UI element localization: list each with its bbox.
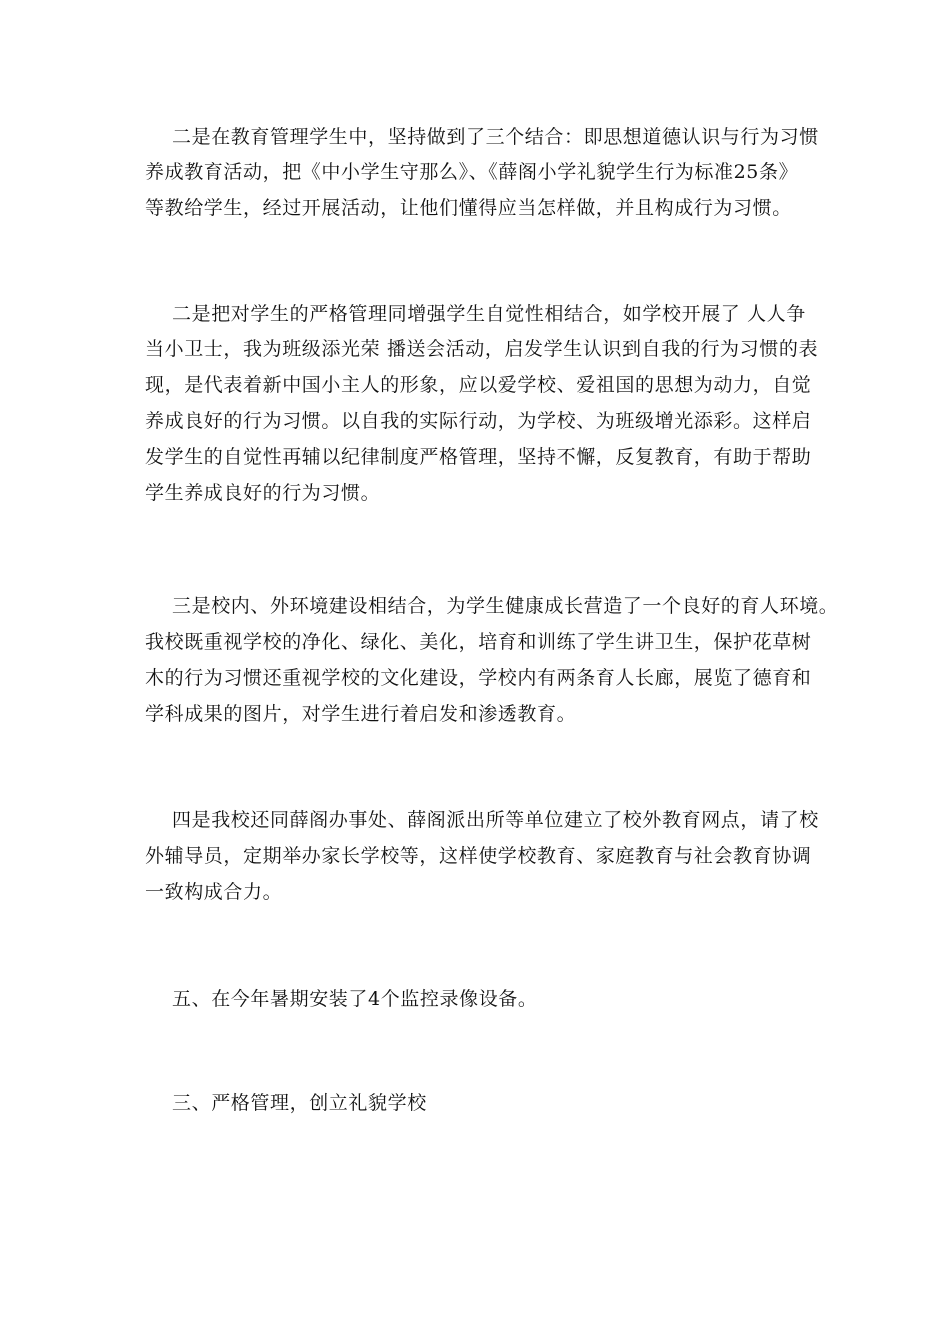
paragraph-line: 等教给学生，经过开展活动，让他们懂得应当怎样做，并且构成行为习惯。 bbox=[145, 197, 792, 219]
paragraph-line: 学科成果的图片，对学生进行着启发和渗透教育。 bbox=[145, 703, 577, 725]
paragraph-line: 三是校内、外环境建设相结合，为学生健康成长营造了一个良好的育人环境。 bbox=[172, 595, 839, 617]
paragraph-line: 养成教育活动，把《中小学生守那么》、《薛阁小学礼貌学生行为标准25条》 bbox=[145, 161, 799, 183]
paragraph-line: 二是在教育管理学生中，坚持做到了三个结合：即思想道德认识与行为习惯 bbox=[172, 126, 819, 148]
paragraph-line: 外辅导员，定期举办家长学校等，这样使学校教育、家庭教育与社会教育协调 bbox=[145, 845, 812, 867]
paragraph-line: 养成良好的行为习惯。以自我的实际行动，为学校、为班级增光添彩。这样启 bbox=[145, 410, 812, 432]
paragraph-line: 二是把对学生的严格管理同增强学生自觉性相结合，如学校开展了 人人争 bbox=[172, 303, 806, 325]
paragraph-line: 木的行为习惯还重视学校的文化建设，学校内有两条育人长廊，展览了德育和 bbox=[145, 667, 812, 689]
paragraph-line: 一致构成合力。 bbox=[145, 881, 283, 903]
paragraph-line: 发学生的自觉性再辅以纪律制度严格管理，坚持不懈，反复教育，有助于帮助 bbox=[145, 446, 812, 468]
paragraph-line: 五、在今年暑期安装了4个监控录像设备。 bbox=[172, 988, 538, 1010]
paragraph-line: 现，是代表着新中国小主人的形象，应以爱学校、爱祖国的思想为动力，自觉 bbox=[145, 374, 812, 396]
paragraph-line: 当小卫士，我为班级添光荣 播送会活动，启发学生认识到自我的行为习惯的表 bbox=[145, 338, 819, 360]
paragraph-line: 学生养成良好的行为习惯。 bbox=[145, 482, 381, 504]
paragraph-line: 我校既重视学校的净化、绿化、美化，培育和训练了学生讲卫生，保护花草树 bbox=[145, 631, 812, 653]
paragraph-line: 四是我校还同薛阁办事处、薛阁派出所等单位建立了校外教育网点，请了校 bbox=[172, 809, 819, 831]
section-heading-text: 三、严格管理，创立礼貌学校 bbox=[172, 1092, 427, 1114]
